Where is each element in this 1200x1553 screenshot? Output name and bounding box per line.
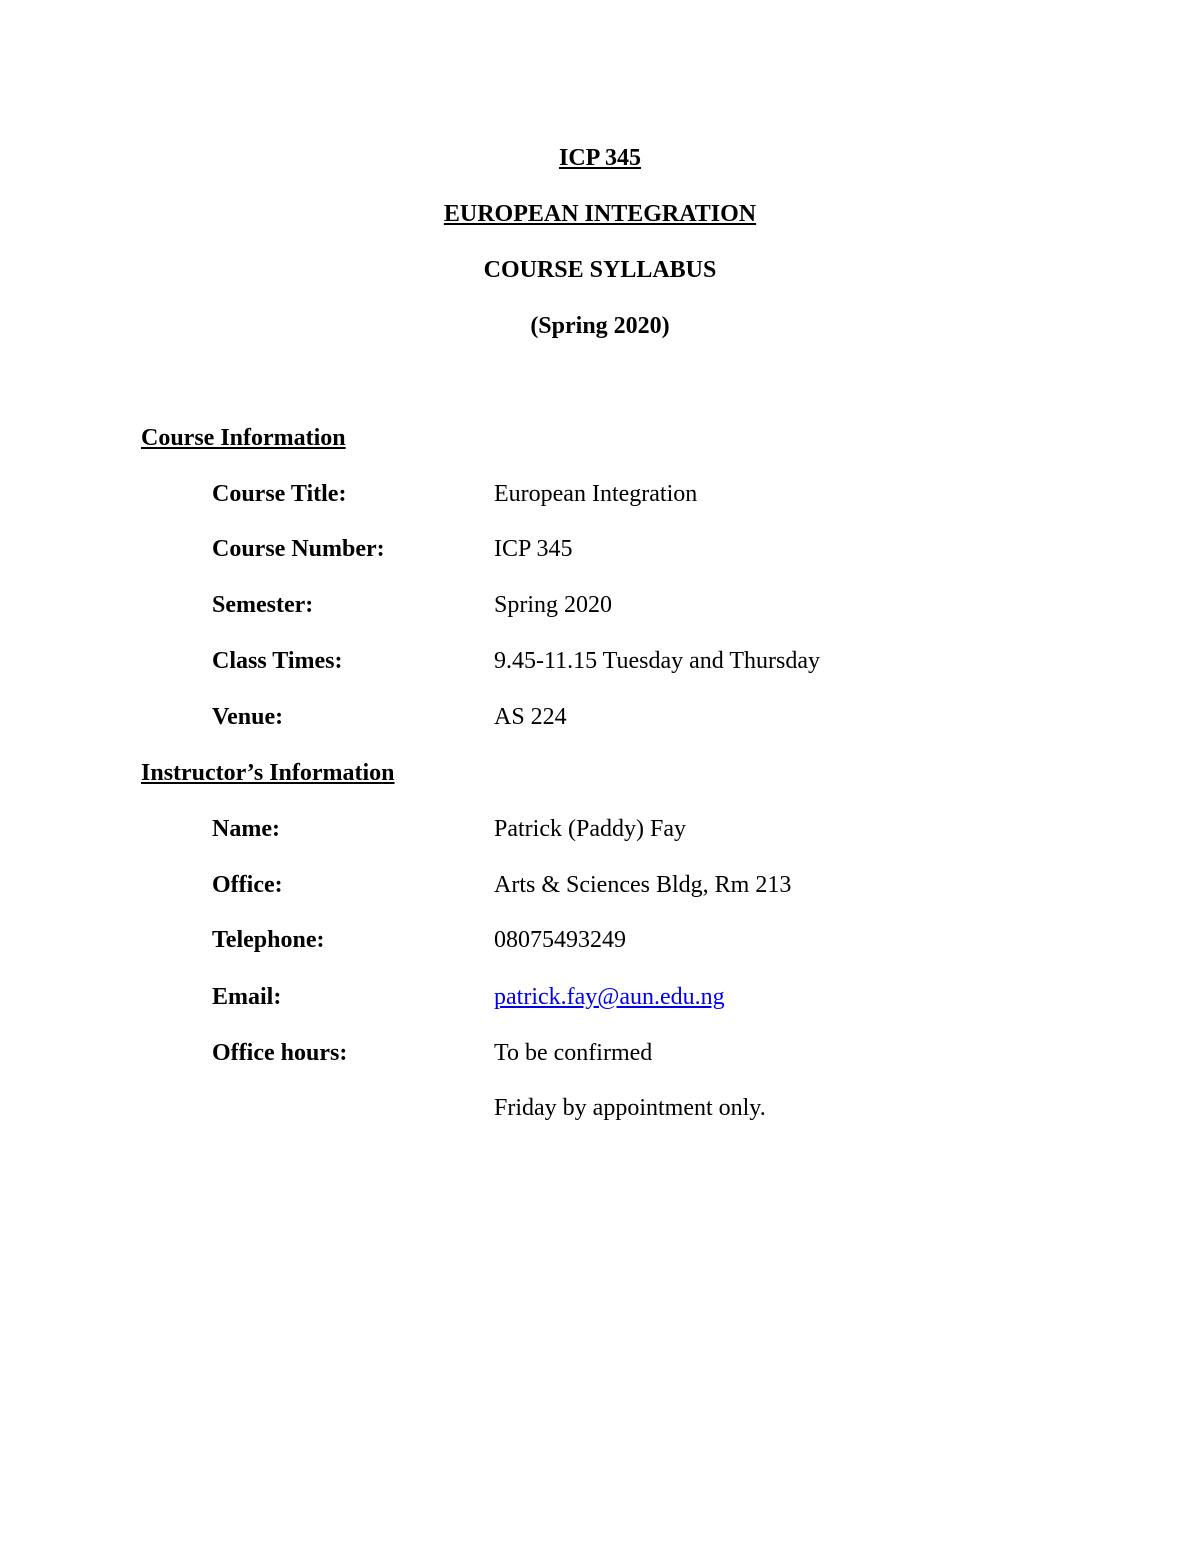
office-value: Arts & Sciences Bldg, Rm 213 <box>494 872 792 898</box>
venue-label: Venue: <box>212 704 284 730</box>
course-name-title: EUROPEAN INTEGRATION <box>443 201 757 227</box>
course-information-heading: Course Information <box>141 425 346 451</box>
instructor-information-heading: Instructor’s Information <box>141 760 395 786</box>
email-link[interactable]: patrick.fay@aun.edu.ng <box>494 984 725 1010</box>
name-label: Name: <box>212 816 280 842</box>
document-type-title: COURSE SYLLABUS <box>483 257 717 283</box>
semester-value: Spring 2020 <box>494 592 613 618</box>
telephone-label: Telephone: <box>212 927 325 953</box>
term-title: (Spring 2020) <box>530 313 670 339</box>
name-value: Patrick (Paddy) Fay <box>494 816 686 842</box>
course-title-value: European Integration <box>494 481 698 507</box>
class-times-value: 9.45-11.15 Tuesday and Thursday <box>494 648 820 674</box>
semester-label: Semester: <box>212 592 314 618</box>
telephone-value: 08075493249 <box>494 927 626 953</box>
class-times-label: Class Times: <box>212 648 343 674</box>
email-label: Email: <box>212 984 282 1010</box>
office-hours-value: To be confirmed <box>494 1040 653 1066</box>
course-number-value: ICP 345 <box>494 536 573 562</box>
office-hours-extra: Friday by appointment only. <box>494 1095 766 1121</box>
course-title-label: Course Title: <box>212 481 347 507</box>
office-label: Office: <box>212 872 283 898</box>
venue-value: AS 224 <box>494 704 567 730</box>
email-value-container <box>494 982 725 1012</box>
course-code-title: ICP 345 <box>558 145 641 171</box>
office-hours-label: Office hours: <box>212 1040 348 1066</box>
course-number-label: Course Number: <box>212 536 385 562</box>
